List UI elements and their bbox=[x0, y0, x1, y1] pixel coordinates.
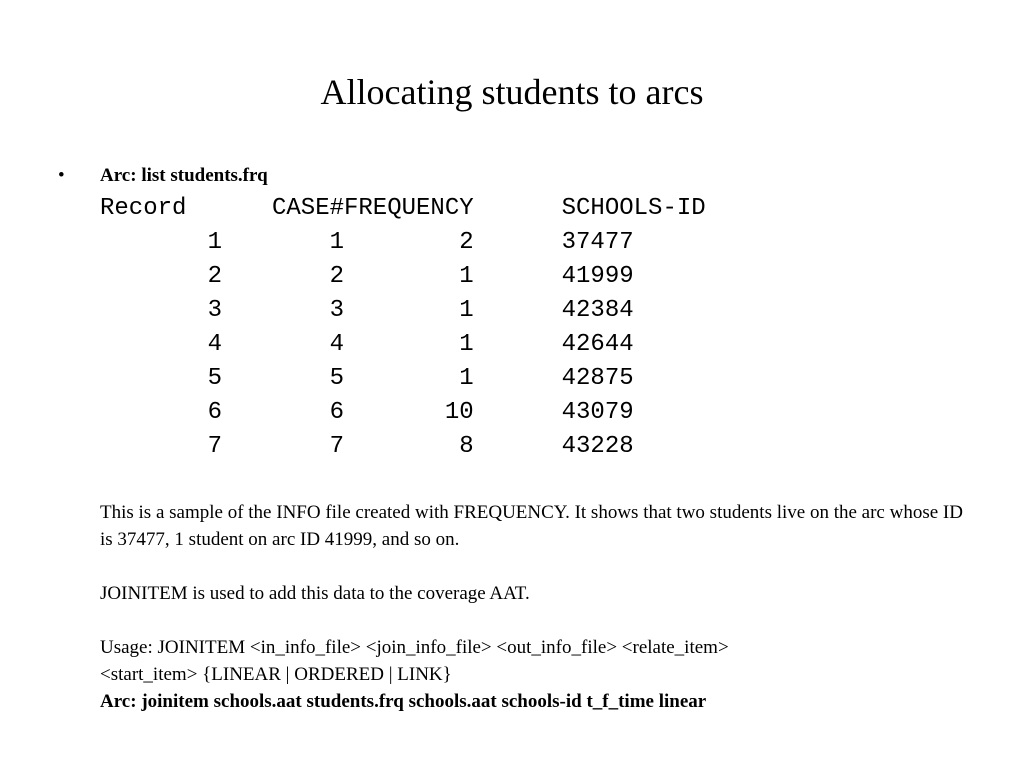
table-row bbox=[100, 430, 732, 464]
cell-frequency: 1 bbox=[459, 297, 474, 324]
cell-frequency: 1 bbox=[459, 263, 474, 290]
frequency-table bbox=[100, 192, 732, 464]
cell-record: 4 bbox=[207, 331, 222, 358]
cell-schools-id: 41999 bbox=[561, 263, 634, 290]
cell-record: 6 bbox=[207, 399, 222, 426]
joinitem-description: JOINITEM is used to add this data to the coverage AAT. bbox=[100, 583, 530, 604]
cell-record: 5 bbox=[207, 365, 222, 392]
cell-frequency: 1 bbox=[459, 331, 474, 358]
joinitem-command: Arc: joinitem schools.aat students.frq schools.aat schools-id t_f_time linear bbox=[100, 691, 707, 712]
cell-case: 1 bbox=[329, 229, 344, 256]
table-row bbox=[100, 396, 732, 430]
slide-content bbox=[100, 163, 980, 715]
cell-frequency: 10 bbox=[444, 399, 474, 426]
table-row bbox=[100, 362, 732, 396]
column-header-case: CASE# bbox=[271, 195, 344, 222]
slide-title: Allocating students to arcs bbox=[320, 72, 704, 112]
cell-case: 3 bbox=[329, 297, 344, 324]
table-row bbox=[100, 226, 732, 260]
cell-schools-id: 43079 bbox=[561, 399, 634, 426]
table-row bbox=[100, 294, 732, 328]
table-header-row bbox=[100, 192, 732, 226]
cell-record: 7 bbox=[207, 433, 222, 460]
cell-frequency: 1 bbox=[459, 365, 474, 392]
cell-frequency: 2 bbox=[459, 229, 474, 256]
cell-case: 6 bbox=[329, 399, 344, 426]
description-paragraph: This is a sample of the INFO file created with FREQUENCY. It shows that two students live on the arc whose ID is 37477, 1 student on arc ID 41999, and so on. bbox=[100, 502, 963, 550]
column-header-frequency: FREQUENCY bbox=[344, 195, 474, 222]
cell-schools-id: 37477 bbox=[561, 229, 634, 256]
usage-line-2: <start_item> {LINEAR | ORDERED | LINK} bbox=[100, 664, 452, 685]
cell-schools-id: 42384 bbox=[561, 297, 634, 324]
column-header-schools-id: SCHOOLS-ID bbox=[561, 195, 706, 222]
cell-record: 3 bbox=[207, 297, 222, 324]
cell-schools-id: 42644 bbox=[561, 331, 634, 358]
usage-text bbox=[100, 634, 980, 715]
cell-record: 1 bbox=[207, 229, 222, 256]
column-header-record: Record bbox=[100, 195, 187, 222]
usage-line-1: Usage: JOINITEM <in_info_file> <join_info_file> <out_info_file> <relate_item> bbox=[100, 637, 729, 658]
cell-case: 5 bbox=[329, 365, 344, 392]
bullet-marker: • bbox=[58, 165, 65, 186]
cell-case: 4 bbox=[329, 331, 344, 358]
table-row bbox=[100, 328, 732, 362]
cell-frequency: 8 bbox=[459, 433, 474, 460]
cell-case: 7 bbox=[329, 433, 344, 460]
cell-schools-id: 43228 bbox=[561, 433, 634, 460]
cell-schools-id: 42875 bbox=[561, 365, 634, 392]
cell-case: 2 bbox=[329, 263, 344, 290]
table-row bbox=[100, 260, 732, 294]
cell-record: 2 bbox=[207, 263, 222, 290]
list-command: Arc: list students.frq bbox=[100, 165, 268, 186]
